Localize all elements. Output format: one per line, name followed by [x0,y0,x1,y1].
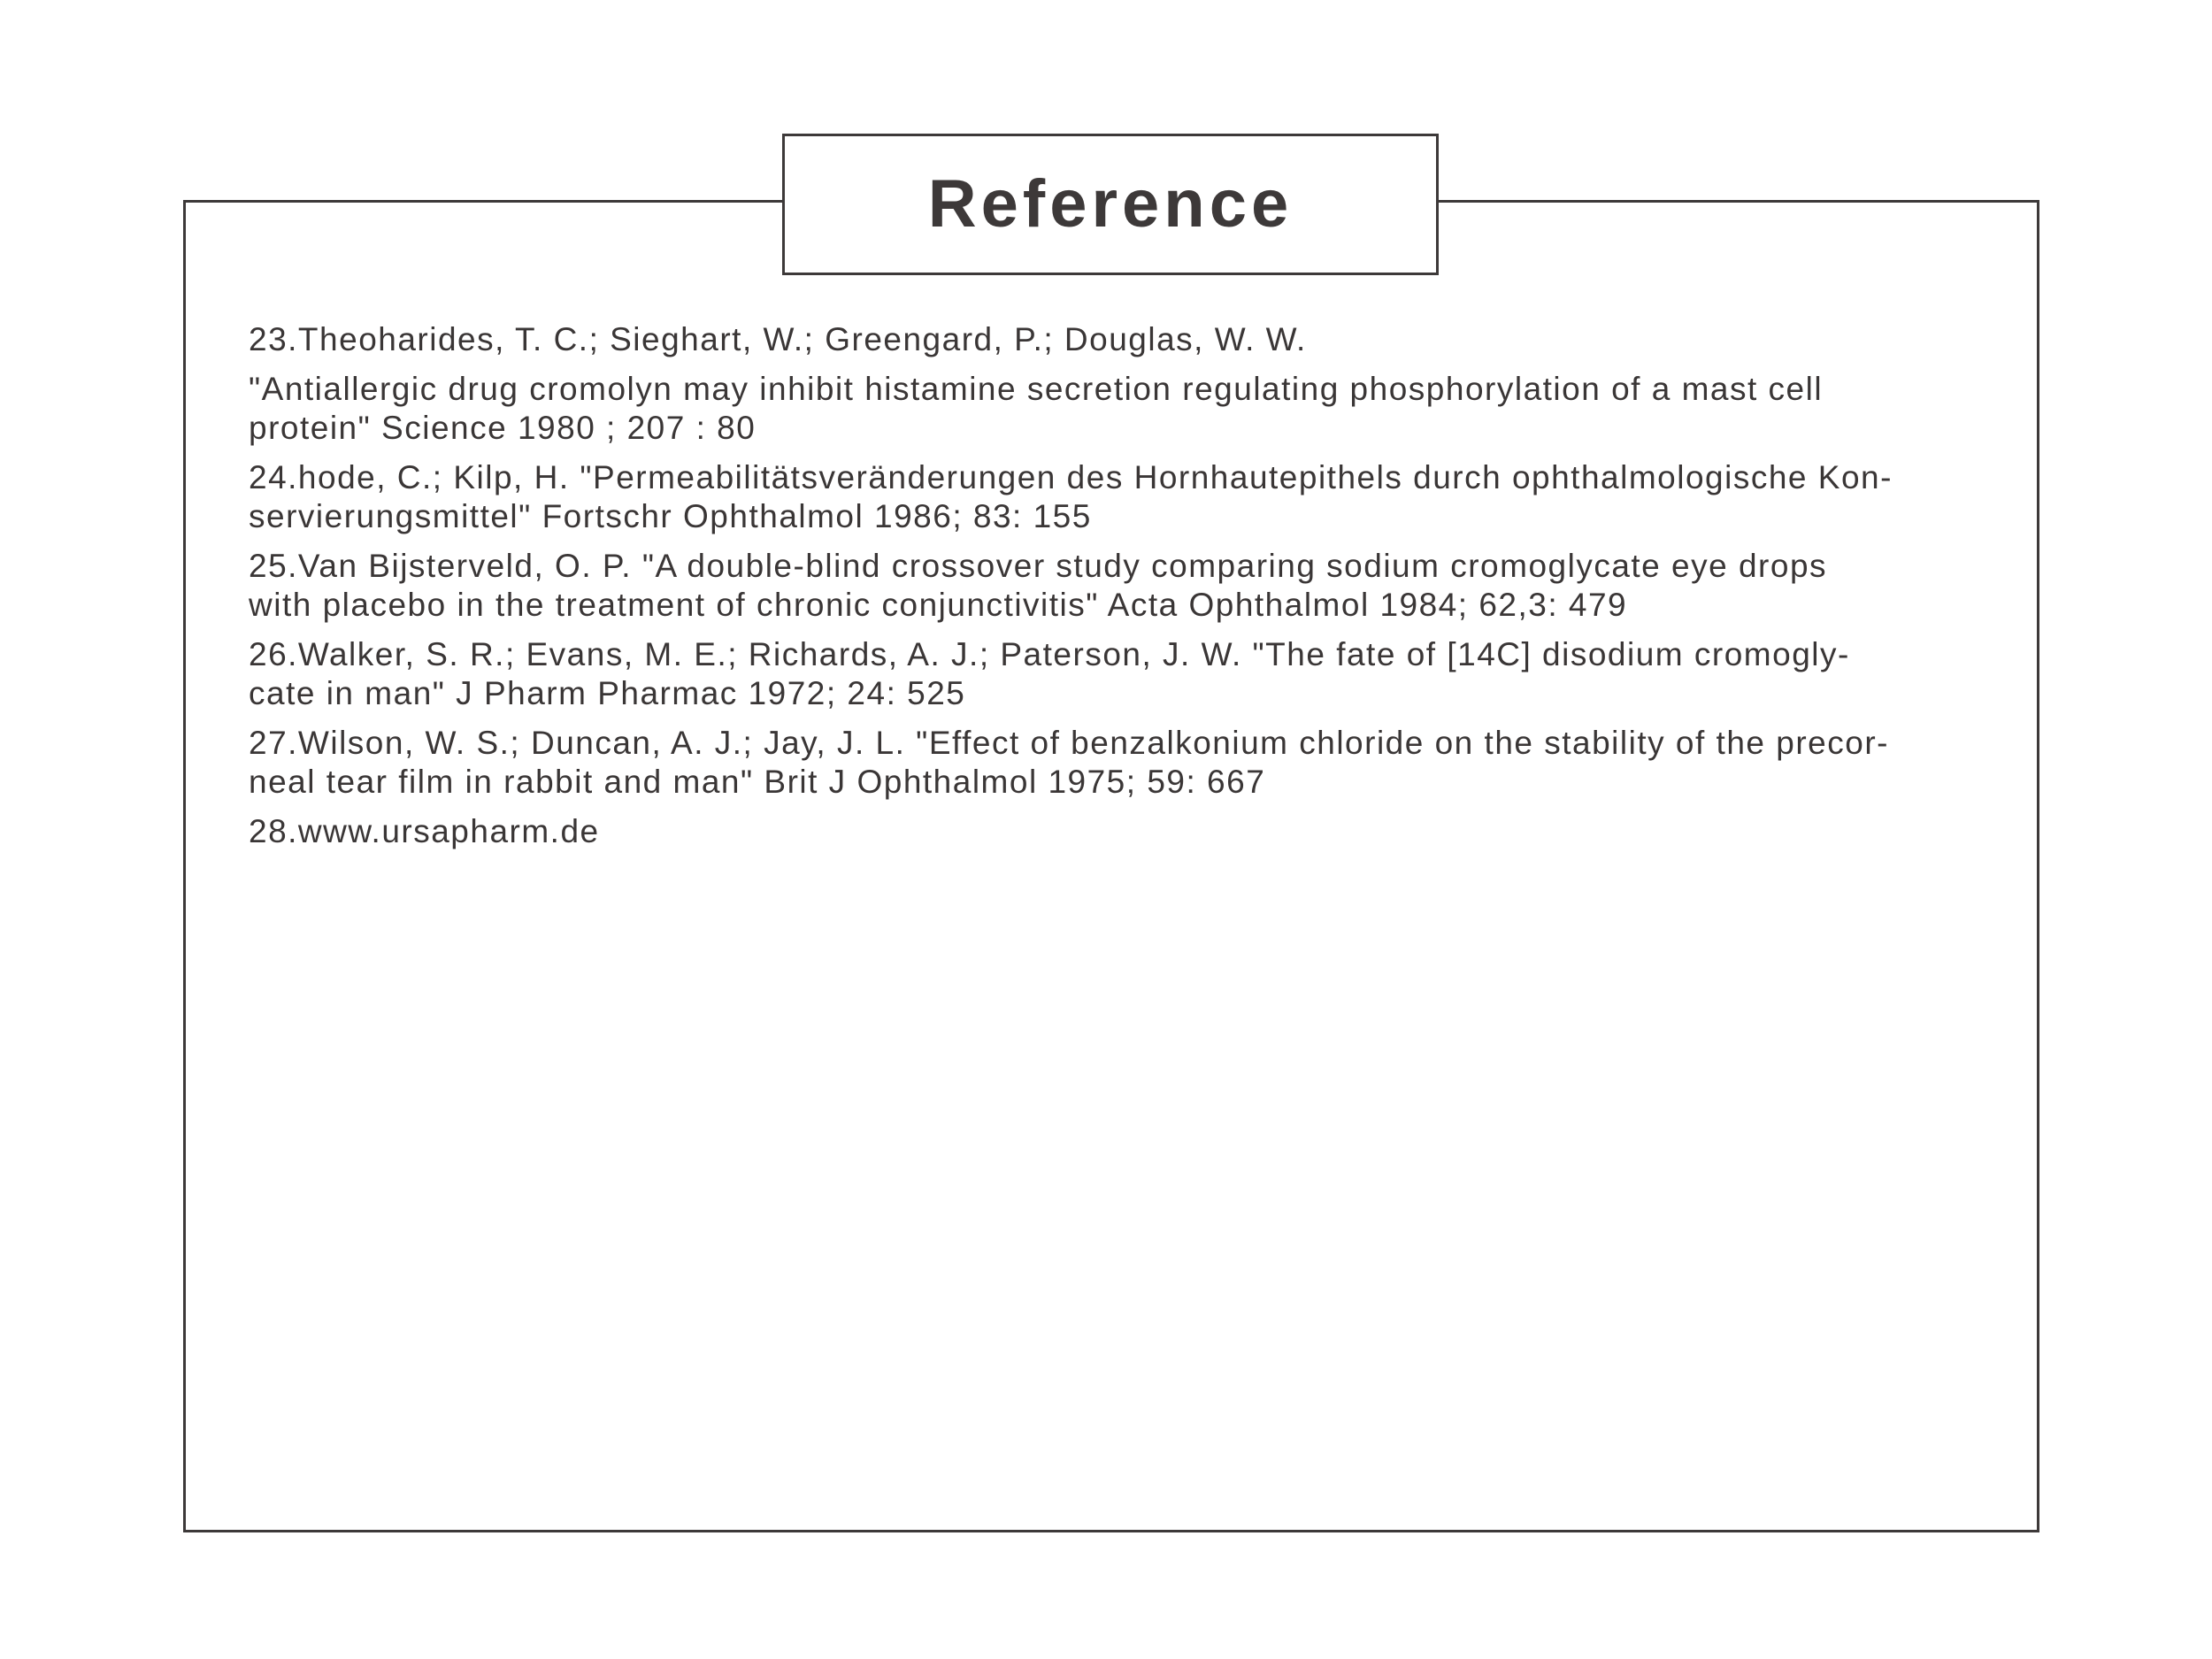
reference-item-23: 23.Theoharides, T. C.; Sieghart, W.; Greengard, P.; Douglas, W. W. [249,321,1307,357]
page-title: Reference [927,166,1294,242]
reference-list [249,320,1983,862]
reference-item-27: 27.Wilson, W. S.; Duncan, A. J.; Jay, J. L. "Effect of benzalkonium chloride on the stability of the precor- neal tear film in rabbit and man" Brit J Ophthalmol 1975; 59: 667 [249,725,1889,800]
title-box [782,134,1439,275]
reference-item-26: 26.Walker, S. R.; Evans, M. E.; Richards, A. J.; Paterson, J. W. "The fate of [14C] disodium cromogly- cate in man" J Pharm Pharmac 1972; 24: 525 [249,636,1850,711]
reference-item-25: 25.Van Bijsterveld, O. P. "A double-blind crossover study comparing sodium cromoglycate eye drops with placebo in the treatment of chronic conjunctivitis" Acta Ophthalmol 1984; 62,3: 479 [249,548,1828,623]
reference-item-24: 24.hode, C.; Kilp, H. "Permeabilitätsveränderungen des Hornhautepithels durch ophthalmologische Kon- servierungsmittel" Fortschr Ophthalmol 1986; 83: 155 [249,459,1893,534]
reference-item-23-title: "Antiallergic drug cromolyn may inhibit histamine secretion regulating phosphorylation of a mast cell protein" Science 1980 ; 207 : 80 [249,371,1824,446]
reference-item-28: 28.www.ursapharm.de [249,813,600,849]
